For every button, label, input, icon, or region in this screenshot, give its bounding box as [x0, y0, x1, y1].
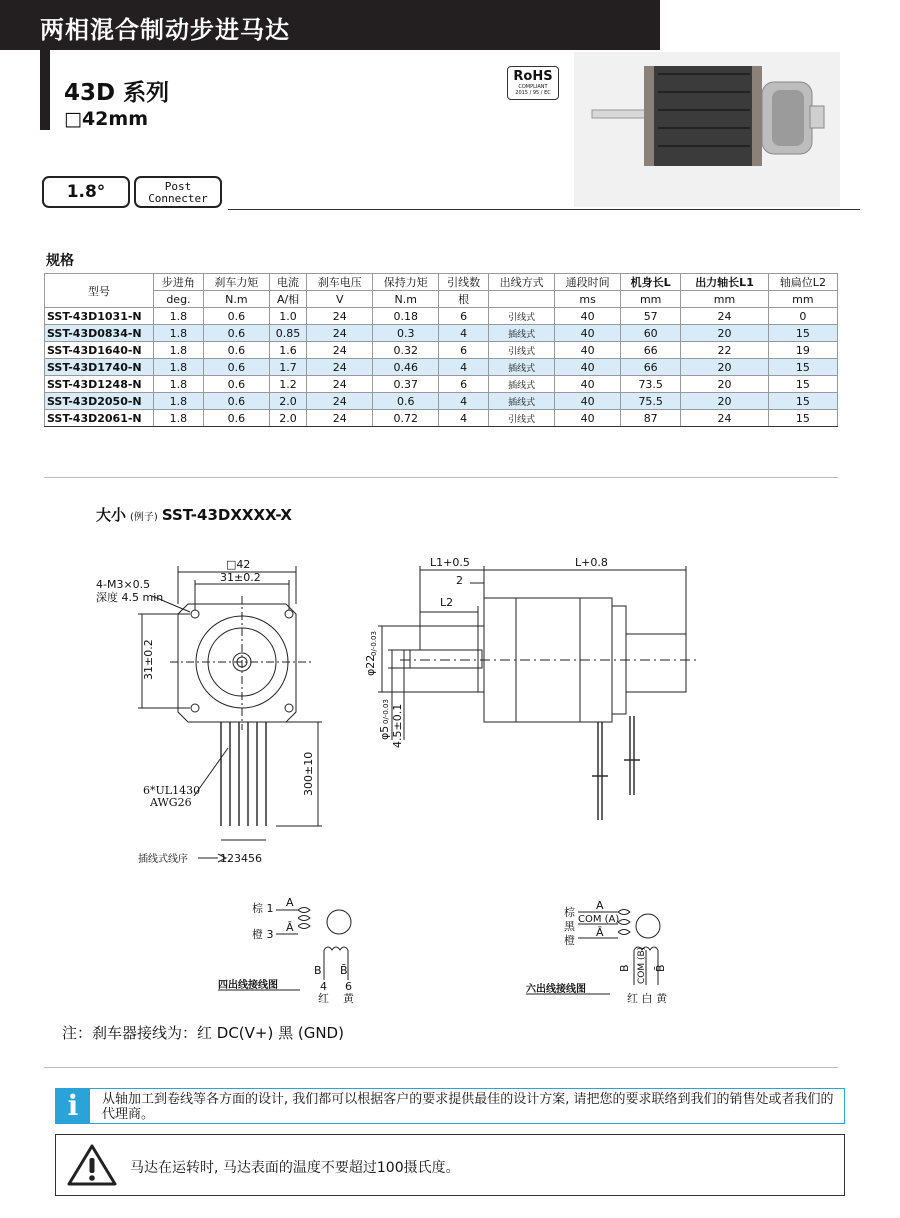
series-name: 43D 系列 [64, 80, 170, 106]
table-cell: 15 [768, 376, 837, 393]
table-cell: 1.8 [154, 359, 204, 376]
table-cell: 0.6 [373, 393, 439, 410]
table-cell: 24 [307, 308, 373, 325]
l2-dim: L2 [440, 596, 454, 609]
post-connector-badge [134, 176, 222, 208]
table-cell: 0.37 [373, 376, 439, 393]
dimension-model: SST-43DXXXX-X [161, 506, 292, 524]
table-cell: 40 [555, 410, 621, 427]
col-header: 步进角 [154, 274, 204, 291]
table-cell: 1.8 [154, 325, 204, 342]
col-unit: 根 [439, 291, 489, 308]
vertical-pitch-dim: 31±0.2 [142, 639, 155, 680]
shaft-dim: φ5 [378, 725, 391, 740]
table-cell: 20 [681, 376, 769, 393]
four-yellow: 黄 [343, 992, 354, 1005]
table-cell: 插线式 [489, 325, 555, 342]
table-cell: 24 [307, 376, 373, 393]
model-cell: SST-43D2061-N [45, 410, 154, 427]
spec-header-row [45, 274, 838, 291]
six-b-label: B [618, 964, 631, 972]
col-unit: mm [681, 291, 769, 308]
connector-side [626, 634, 686, 692]
table-cell: 1.8 [154, 410, 204, 427]
four-a-label: A [286, 896, 294, 909]
col-unit: deg. [154, 291, 204, 308]
post-badge-line2: Connecter [148, 192, 208, 205]
table-row [45, 393, 838, 410]
table-cell: 24 [307, 342, 373, 359]
col-unit: V [307, 291, 373, 308]
four-brown: 棕 1 [252, 902, 274, 915]
spec-body [45, 308, 838, 427]
pitch-dim: 31±0.2 [220, 571, 261, 584]
table-cell: 0.6 [203, 342, 269, 359]
col-header: 出力轴长L1 [681, 274, 769, 291]
table-cell: 40 [555, 376, 621, 393]
post-badge-line1: Post [164, 180, 192, 193]
col-unit: N.m [373, 291, 439, 308]
rohs-main: RoHS [513, 69, 553, 84]
flat-dim: 4.5±0.1 [391, 703, 404, 748]
step-angle-badge: 1.8° [42, 176, 130, 208]
hole-spec: 4-M3×0.5 [96, 578, 151, 591]
pin-order-label: 插线式线序 [138, 854, 188, 865]
six-com-a: COM (A) [578, 914, 620, 925]
series-size: □42mm [64, 108, 148, 130]
table-cell: 20 [681, 359, 769, 376]
table-cell: 1.7 [269, 359, 306, 376]
six-black: 黑 [564, 920, 575, 933]
table-cell: 40 [555, 325, 621, 342]
table-cell: 引线式 [489, 308, 555, 325]
brake-wiring-note: 注：刹车器接线为：红 DC(V+) 黑 (GND) [62, 1024, 344, 1042]
rohs-line1: COMPLIANT [518, 84, 548, 90]
table-cell: 插线式 [489, 376, 555, 393]
table-cell: 60 [621, 325, 681, 342]
spec-table [44, 273, 838, 427]
table-cell: 插线式 [489, 359, 555, 376]
table-cell: 15 [768, 325, 837, 342]
table-cell: 引线式 [489, 342, 555, 359]
info-box [55, 1088, 845, 1124]
pin-order: 123456 [220, 852, 262, 865]
four-pin-bbar: 6 [345, 980, 352, 993]
table-cell: 6 [439, 308, 489, 325]
table-cell: 2.0 [269, 393, 306, 410]
table-cell: 0.6 [203, 325, 269, 342]
model-cell: SST-43D1031-N [45, 308, 154, 325]
table-cell: 0.6 [203, 410, 269, 427]
table-cell: 0.3 [373, 325, 439, 342]
table-cell: 1.8 [154, 393, 204, 410]
table-cell: 0.18 [373, 308, 439, 325]
table-cell: 插线式 [489, 393, 555, 410]
model-cell: SST-43D1248-N [45, 376, 154, 393]
table-row [45, 308, 838, 325]
shaft-side [410, 650, 482, 668]
table-cell: 40 [555, 308, 621, 325]
rohs-logo [507, 66, 559, 100]
six-wire-caption: 六出线接线图 [526, 984, 586, 995]
four-pin-b: 4 [320, 980, 327, 993]
table-cell: 1.0 [269, 308, 306, 325]
model-cell: SST-43D2050-N [45, 393, 154, 410]
four-red: 红 [318, 992, 329, 1005]
model-cell: SST-43D0834-N [45, 325, 154, 342]
warning-icon [66, 1143, 118, 1187]
pilot-tol: 0/-0.03 [370, 631, 378, 656]
warning-box [55, 1134, 845, 1196]
table-cell: 1.2 [269, 376, 306, 393]
table-cell: 19 [768, 342, 837, 359]
table-cell: 24 [307, 393, 373, 410]
col-unit: ms [555, 291, 621, 308]
table-cell: 4 [439, 410, 489, 427]
table-cell: 1.8 [154, 308, 204, 325]
table-cell: 87 [621, 410, 681, 427]
col-header: 刹车力矩 [203, 274, 269, 291]
table-cell: 0.46 [373, 359, 439, 376]
side-lead-wires [592, 716, 640, 820]
table-row [45, 376, 838, 393]
table-cell: 22 [681, 342, 769, 359]
four-orange: 橙 3 [252, 928, 274, 941]
four-b-label: B [314, 964, 322, 977]
table-cell: 0.72 [373, 410, 439, 427]
square-dim: □42 [226, 558, 251, 571]
warning-text: 马达在运转时, 马达表面的温度不要超过100摄氏度。 [130, 1160, 460, 1176]
col-unit: mm [768, 291, 837, 308]
table-cell: 24 [307, 410, 373, 427]
lead-length-dim: 300±10 [302, 751, 315, 796]
info-icon: i [56, 1089, 90, 1123]
table-row [45, 359, 838, 376]
info-text: 从轴加工到卷线等各方面的设计, 我们都可以根据客户的要求提供最佳的设计方案, 请把您的要求联络到我们的销售处或者我们的代理商。 [102, 1092, 834, 1122]
table-cell: 20 [681, 393, 769, 410]
table-cell: 引线式 [489, 410, 555, 427]
table-row [45, 325, 838, 342]
table-cell: 0.6 [203, 393, 269, 410]
table-cell: 24 [681, 410, 769, 427]
model-cell: SST-43D1640-N [45, 342, 154, 359]
dimension-example-label: (例子) [130, 512, 158, 523]
section-divider [44, 1067, 838, 1068]
six-a-label: A [596, 899, 604, 912]
col-header: 轴扁位L2 [768, 274, 837, 291]
table-cell: 40 [555, 393, 621, 410]
table-cell: 2.0 [269, 410, 306, 427]
page-title: 两相混合制动步进马达 [40, 16, 290, 44]
table-cell: 66 [621, 359, 681, 376]
col-header: 保持力矩 [373, 274, 439, 291]
shaft-tol: 0/-0.03 [382, 699, 390, 724]
table-cell: 6 [439, 376, 489, 393]
table-cell: 0.6 [203, 376, 269, 393]
four-bbar-label: B̄ [340, 964, 348, 977]
table-cell: 24 [307, 325, 373, 342]
six-bbar-label: B̄ [654, 964, 667, 972]
table-cell: 15 [768, 393, 837, 410]
table-cell: 75.5 [621, 393, 681, 410]
table-cell: 0.32 [373, 342, 439, 359]
motor-photo [574, 52, 840, 207]
six-bottom-colors: 红 白 黄 [627, 992, 667, 1005]
dimension-title [96, 504, 292, 525]
table-row [45, 342, 838, 359]
table-cell: 40 [555, 342, 621, 359]
rotor-symbol [327, 910, 351, 934]
table-cell: 73.5 [621, 376, 681, 393]
table-cell: 4 [439, 393, 489, 410]
mount-hole [285, 610, 293, 618]
gap-dim: 2 [456, 574, 463, 587]
table-cell: 57 [621, 308, 681, 325]
table-cell: 24 [681, 308, 769, 325]
cable-type: 6*UL1430 [143, 784, 201, 797]
lead-wires [221, 722, 266, 826]
table-cell: 15 [768, 359, 837, 376]
mount-hole [191, 704, 199, 712]
section-divider [44, 477, 838, 478]
table-cell: 6 [439, 342, 489, 359]
section-divider [228, 209, 860, 210]
series-accent-bar [40, 50, 50, 130]
pilot-side [478, 626, 484, 692]
mount-hole [285, 704, 293, 712]
table-cell: 1.8 [154, 342, 204, 359]
six-com-b: COM (B) [637, 946, 647, 984]
col-header-model: 型号 [45, 274, 154, 308]
motor-image [574, 52, 840, 207]
coil-b [324, 947, 348, 950]
hole-depth: 深度 4.5 min [96, 591, 164, 604]
col-header: 出线方式 [489, 274, 555, 291]
six-brown: 棕 [564, 906, 575, 919]
table-cell: 0.6 [203, 359, 269, 376]
col-unit: N.m [203, 291, 269, 308]
spec-unit-row [45, 291, 838, 308]
spec-title: 规格 [46, 253, 74, 269]
table-row [45, 410, 838, 427]
six-orange: 橙 [564, 934, 575, 947]
table-cell: 66 [621, 342, 681, 359]
l-dim: L+0.8 [575, 556, 608, 569]
pilot-dim: φ22 [364, 654, 377, 676]
rohs-line2: 2015 / 95 / EC [515, 90, 551, 96]
table-cell: 15 [768, 410, 837, 427]
dimension-title-label: 大小 [96, 506, 127, 524]
coil-a [298, 908, 310, 929]
col-header: 电流 [269, 274, 306, 291]
four-wire-caption: 四出线接线图 [218, 980, 278, 991]
table-cell: 0 [768, 308, 837, 325]
cable-awg: AWG26 [150, 796, 192, 809]
table-cell: 24 [307, 359, 373, 376]
table-cell: 4 [439, 359, 489, 376]
table-cell: 20 [681, 325, 769, 342]
col-header: 刹车电压 [307, 274, 373, 291]
col-header: 引线数 [439, 274, 489, 291]
col-header: 机身长L [621, 274, 681, 291]
col-unit [489, 291, 555, 308]
table-cell: 1.6 [269, 342, 306, 359]
four-abar-label: Ā [286, 921, 294, 934]
six-abar-label: Ā [596, 926, 604, 939]
l1-dim: L1+0.5 [430, 556, 470, 569]
table-cell: 4 [439, 325, 489, 342]
col-unit: mm [621, 291, 681, 308]
table-cell: 1.8 [154, 376, 204, 393]
mount-hole [191, 610, 199, 618]
table-cell: 0.6 [203, 308, 269, 325]
table-cell: 0.85 [269, 325, 306, 342]
col-header: 通段时间 [555, 274, 621, 291]
col-unit: A/相 [269, 291, 306, 308]
dimension-drawing [0, 530, 900, 1020]
model-cell: SST-43D1740-N [45, 359, 154, 376]
table-cell: 40 [555, 359, 621, 376]
